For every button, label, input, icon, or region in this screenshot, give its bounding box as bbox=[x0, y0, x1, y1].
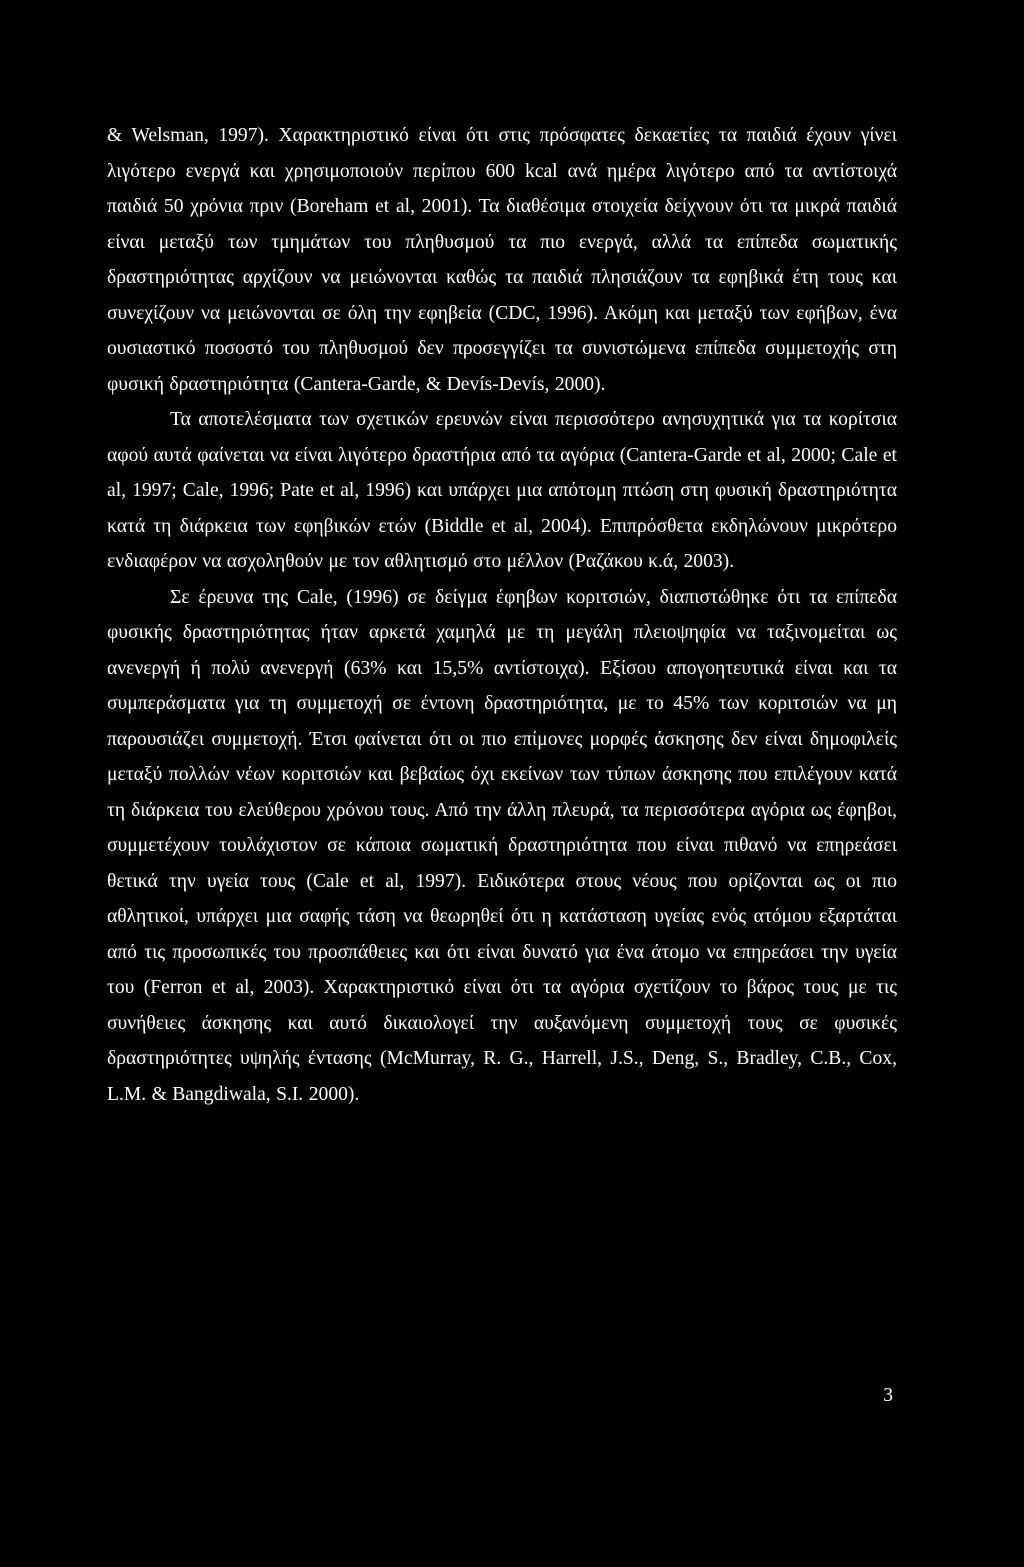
paragraph-3: Σε έρευνα της Cale, (1996) σε δείγμα έφηβων κοριτσιών, διαπιστώθηκε ότι τα επίπεδα φυσικής δραστηριότητας ήταν αρκετά χαμηλά με τη μεγάλη πλειοψηφία να ταξινομείται ως ανενεργή ή πολύ ανενεργή (63% και 15,5% αντίστοιχα). Εξίσου απογοητευτικά είναι και τα συμπεράσματα για τη συμμετοχή σε έντονη δραστηριότητα, με το 45% των κοριτσιών να μη παρουσιάζει συμμετοχή. Έτσι φαίνεται ότι οι πιο επίμονες μορφές άσκησης δεν είναι δημοφιλείς μεταξύ πολλών νέων κοριτσιών και βεβαίως όχι εκείνων των τύπων άσκησης που επιλέγουν κατά τη διάρκεια του ελεύθερου χρόνου τους. Από την άλλη πλευρά, τα περισσότερα αγόρια ως έφηβοι, συμμετέχουν τουλάχιστον σε κάποια σωματική δραστηριότητα που είναι πιθανό να επηρεάσει θετικά την υγεία τους (Cale et al, 1997). Ειδικότερα στους νέους που ορίζονται ως οι πιο αθλητικοί, υπάρχει μια σαφής τάση να θεωρηθεί ότι η κατάσταση υγείας ενός ατόμου εξαρτάται από τις προσωπικές του προσπάθειες και ότι είναι δυνατό για ένα άτομο να επηρεάσει την υγεία του (Ferron et al, 2003). Χαρακτηριστικό είναι ότι τα αγόρια σχετίζουν το βάρος τους με τις συνήθειες άσκησης και αυτό δικαιολογεί την αυξανόμενη συμμετοχή τους σε φυσικές δραστηριότητες υψηλής έντασης (McMurray, R. G., Harrell, J.S., Deng, S., Bradley, C.B., Cox, L.M. & Bangdiwala, S.I. 2000). bbox=[107, 586, 897, 1105]
page-number: 3 bbox=[883, 1385, 893, 1406]
paragraph-1: & Welsman, 1997). Χαρακτηριστικό είναι ότι στις πρόσφατες δεκαετίες τα παιδιά έχουν γίνει λιγότερο ενεργά και χρησιμοποιούν περίπου 600 kcal ανά ημέρα λιγότερο από τα αντίστοιχά παιδιά 50 χρόνια πριν (Boreham et al, 2001). Τα διαθέσιμα στοιχεία δείχνουν ότι τα μικρά παιδιά είναι μεταξύ των τμημάτων του πληθυσμού τα πιο ενεργά, αλλά τα επίπεδα σωματικής δραστηριότητας αρχίζουν να μειώνονται καθώς τα παιδιά πλησιάζουν τα εφηβικά έτη τους και συνεχίζουν να μειώνονται σε όλη την εφηβεία (CDC, 1996). Ακόμη και μεταξύ των εφήβων, ένα ουσιαστικό ποσοστό του πληθυσμού δεν προσεγγίζει τα συνιστώμενα επίπεδα συμμετοχής στη φυσική δραστηριότητα (Cantera-Garde, & Devís-Devís, 2000). bbox=[107, 125, 897, 395]
paragraph-2: Τα αποτελέσματα των σχετικών ερευνών είναι περισσότερο ανησυχητικά για τα κορίτσια αφού αυτά φαίνεται να είναι λιγότερο δραστήρια από τα αγόρια (Cantera-Garde et al, 2000; Cale et al, 1997; Cale, 1996; Pate et al, 1996) και υπάρχει μια απότομη πτώση στη φυσική δραστηριότητα κατά τη διάρκεια των εφηβικών ετών (Biddle et al, 2004). Επιπρόσθετα εκδηλώνουν μικρότερο ενδιαφέρον να ασχοληθούν με τον αθλητισμό στο μέλλον (Ραζάκου κ.ά, 2003). bbox=[107, 409, 897, 572]
page-body bbox=[107, 118, 897, 1112]
